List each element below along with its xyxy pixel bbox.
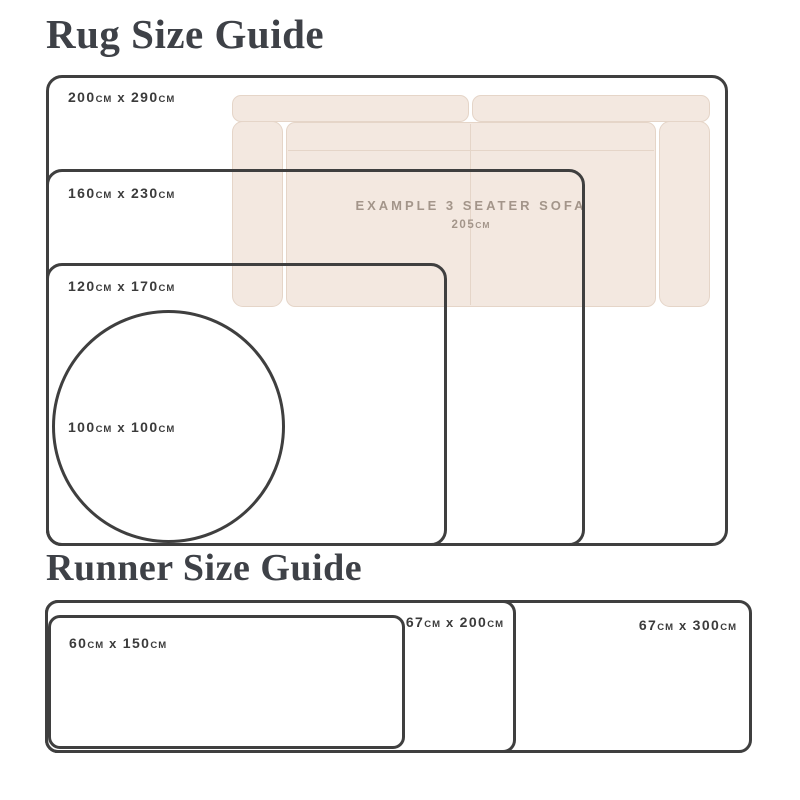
runner-67x300-size-label: 67CM x 300CM [638,617,737,633]
runner-guide-title: Runner Size Guide [46,547,363,589]
rug-100x100-round-outline [52,310,285,543]
rug-100x100-size-label: 100CM x 100CM [68,419,176,435]
sofa-label: EXAMPLE 3 SEATER SOFA [355,198,587,213]
runner-60x150-size-label: 60CM x 150CM [69,635,168,651]
runner-60x150-outline [48,615,405,749]
rug-160x230-size-label: 160CM x 230CM [68,185,176,201]
rug-guide-title: Rug Size Guide [46,11,325,57]
rug-200x290-size-label: 200CM x 290CM [68,89,176,105]
runner-67x200-size-label: 67CM x 200CM [405,614,504,630]
sofa-width-label: 205CM [451,219,491,231]
rug-120x170-size-label: 120CM x 170CM [68,278,176,294]
